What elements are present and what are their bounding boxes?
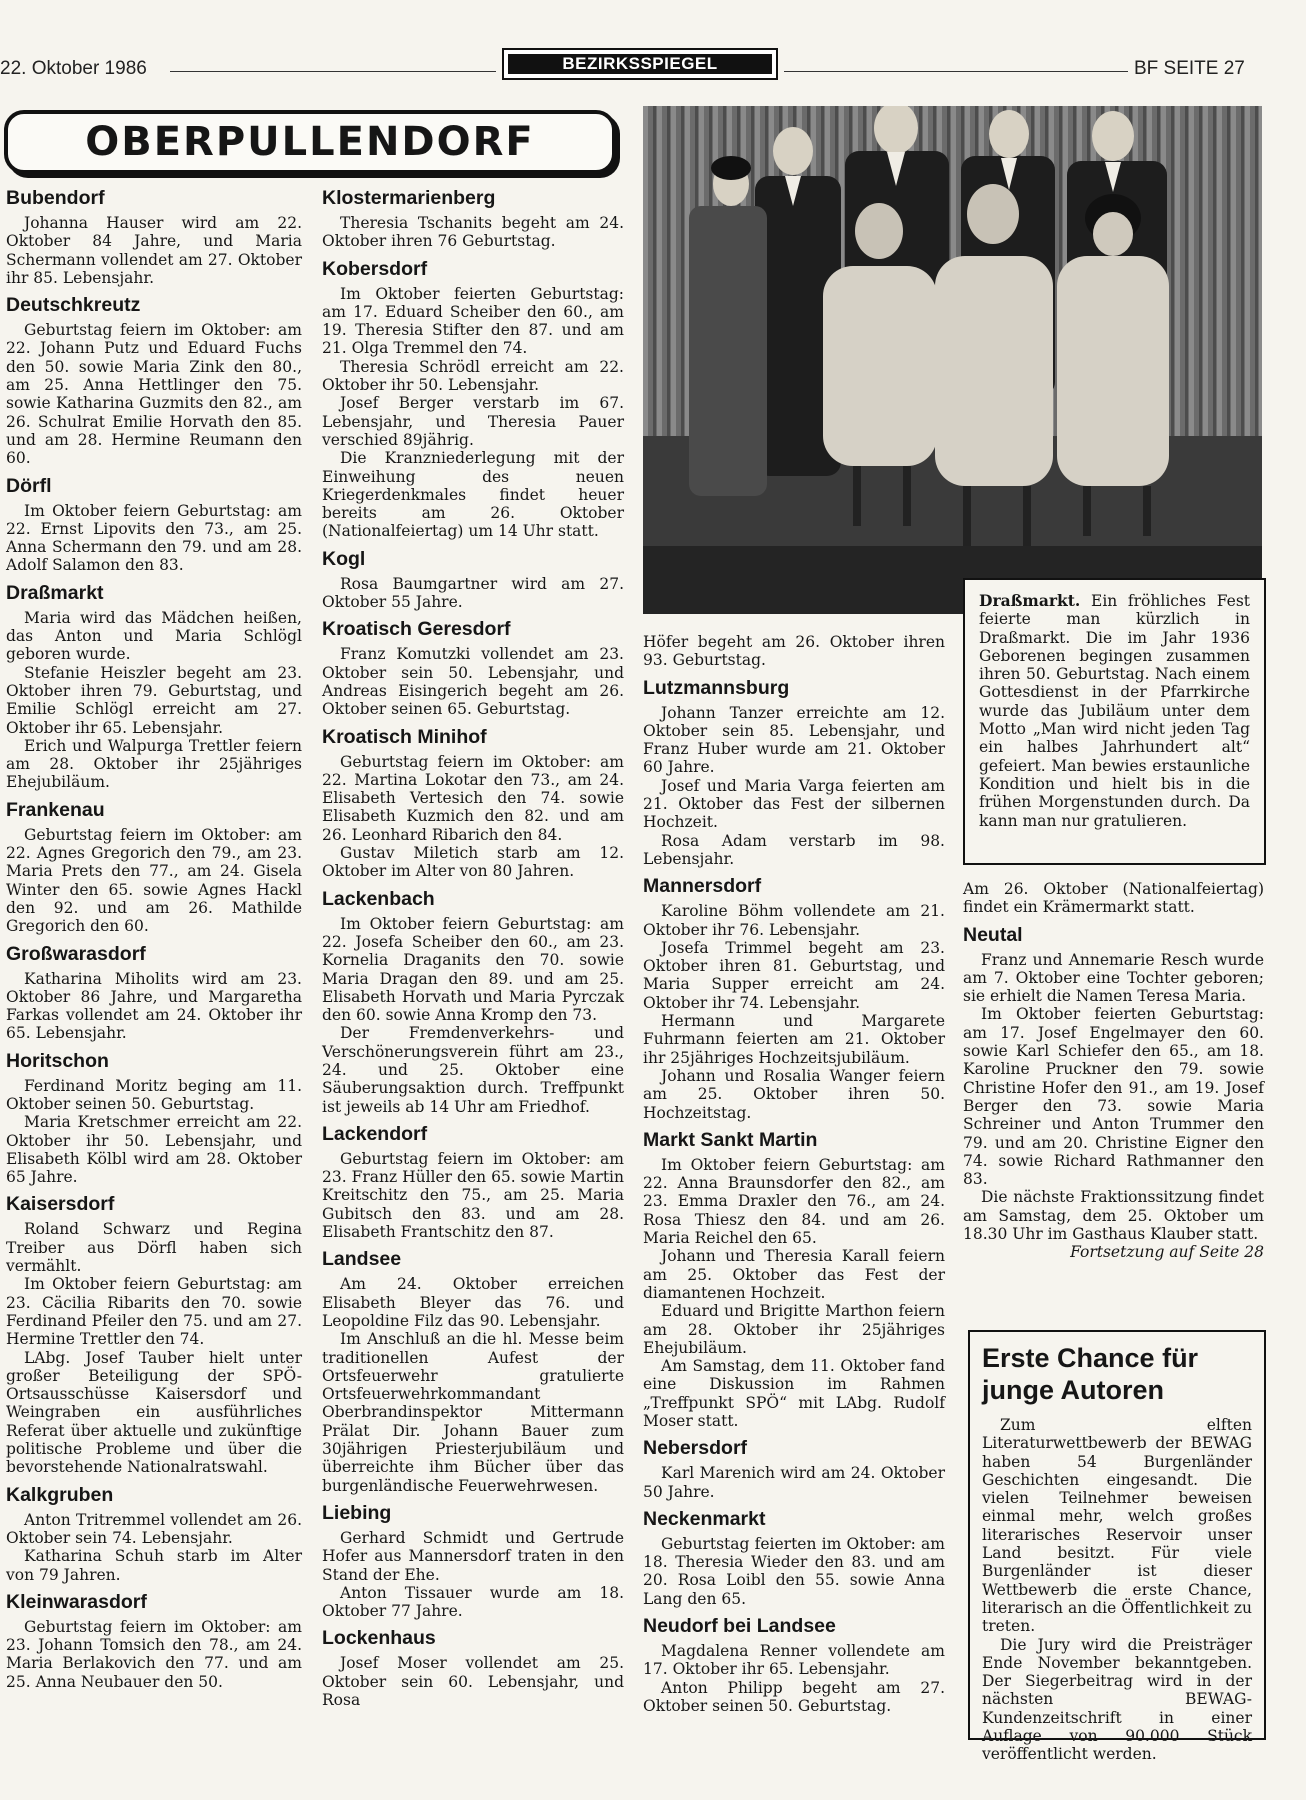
news-paragraph: Gerhard Schmidt und Gertrude Hofer aus Mannersdorf traten in den Stand der Ehe. (322, 1528, 624, 1584)
news-paragraph: Im Oktober feiern Geburtstag: am 22. Josefa Scheiber den 60., am 23. Kornelia Draganits den 70. sowie Maria Dragan den 89. und am 25. Elisabeth Horvath und Maria Pyrczak den 60. sowie Anna Kromp den 73. (322, 914, 624, 1025)
town-heading: Kroatisch Geresdorf (322, 618, 511, 641)
news-paragraph: Rosa Baumgartner wird am 27. Oktober 55 Jahre. (322, 574, 624, 612)
news-paragraph: Die Kranzniederlegung mit der Einweihung des neuen Kriegerdenkmales findet heuer bereits am 26. Oktober (Nationalfeiertag) um 14 Uhr statt. (322, 449, 624, 541)
header-rule-left (170, 71, 496, 72)
town-heading: Draßmarkt (6, 581, 104, 604)
continued-note: Fortsetzung auf Seite 28 (1070, 1243, 1264, 1262)
news-paragraph: Anton Philipp begeht am 27. Oktober seinen 50. Geburtstag. (643, 1678, 945, 1715)
news-paragraph: Im Oktober feierten Geburtstag: am 17. Eduard Scheiber den 60., am 19. Theresia Stifter den 87. und am 21. Olga Tremmel den 74. (322, 284, 624, 358)
news-paragraph: Ferdinand Moritz beging am 11. Oktober seinen 50. Geburtstag. (6, 1076, 302, 1113)
town-heading: Lockenhaus (322, 1627, 436, 1650)
column-4 (963, 880, 1264, 1262)
page-number: BF SEITE 27 (1134, 58, 1245, 79)
news-paragraph: Im Anschluß an die hl. Messe beim traditionellen Aufest der Ortsfeuerwehr gratulierte Ortsfeuerwehrkommandant Oberbrandinspektor Mittermann Prälat Dir. Johann Bauer zum 30jährigen Priesterjubiläum und überreichte ihm Bücher über das burgenländische Feuerwehrwesen. (322, 1330, 624, 1495)
literature-contest-box (968, 1330, 1266, 1764)
town-heading: Kaisersdorf (6, 1193, 115, 1216)
town-heading: Kalkgruben (6, 1483, 114, 1506)
town-heading: Lackenbach (322, 887, 435, 910)
town-heading: Lutzmannsburg (643, 676, 790, 699)
region-banner: OBERPULLENDORF (4, 110, 616, 174)
news-paragraph: Geburtstag feiern im Oktober: am 22. Agnes Gregorich den 79., am 23. Maria Prets den 77., am 24. Gisela Winter den 65. sowie Agnes Hackl den 92. und am 26. Mathilde Gregorich den 60. (6, 825, 302, 936)
caption-lead: Draßmarkt. (979, 591, 1081, 610)
town-heading: Frankenau (6, 798, 105, 821)
news-paragraph: Geburtstag feiern im Oktober: am 22. Martina Lokotar den 73., am 24. Elisabeth Vertesich den 74. sowie Elisabeth Kuzmich den 82. und am 26. Leonhard Ribarich den 84. (322, 752, 624, 844)
town-heading: Kroatisch Minihof (322, 725, 487, 748)
town-heading: Deutschkreutz (6, 294, 141, 317)
photo-caption (963, 578, 1266, 865)
promo-paragraph: Zum elften Literaturwettbewerb der BEWAG haben 54 Burgenländer Geschichten eingesandt. Die vielen Teilnehmer beweisen einmal mehr, welch großes literarisches Reservoir unser Land besitzt. Für viele Burgenländer ist dieser Wettbewerb die erste Chance, literarisch an die Öffentlichkeit zu treten. (982, 1416, 1252, 1636)
news-paragraph: Anton Tritremmel vollendet am 26. Oktober sein 74. Lebensjahr. (6, 1510, 302, 1547)
town-heading: Mannersdorf (643, 875, 762, 898)
town-heading: Dörfl (6, 474, 52, 497)
town-heading: Großwarasdorf (6, 942, 146, 965)
news-paragraph: Im Oktober feierten Geburtstag: am 17. Josef Engelmayer den 60. sowie Karl Schiefer den 65., am 18. Karoline Pruckner den 79. sowie Christine Hofer den 91., am 19. Josef Berger den 73. sowie Maria Schreiner und Anton Trummer den 79. und am 20. Christine Eigner den 74. sowie Richard Rathmanner den 83. (963, 1005, 1264, 1189)
news-paragraph: Im Oktober feiern Geburtstag: am 22. Anna Braunsdorfer den 82., am 23. Emma Draxler den 76., am 24. Rosa Thiesz den 84. und am 26. Maria Reichel den 65. (643, 1155, 945, 1248)
news-paragraph: Erich und Walpurga Trettler feiern am 28. Oktober ihr 25jähriges Ehejubiläum. (6, 736, 302, 792)
news-paragraph: Gustav Miletich starb am 12. Oktober im Alter von 80 Jahren. (322, 844, 624, 881)
news-paragraph: Franz Komutzki vollendet am 23. Oktober sein 50. Lebensjahr, und Andreas Eisingerich begeht am 26. Oktober seinen 65. Geburtstag. (322, 645, 624, 719)
news-paragraph: Franz und Annemarie Resch wurde am 7. Oktober eine Tochter geboren; sie erhielt die Namen Teresa Maria. (963, 950, 1264, 1006)
town-heading: Kleinwarasdorf (6, 1590, 147, 1613)
town-heading: Neckenmarkt (643, 1507, 766, 1530)
town-heading: Nebersdorf (643, 1437, 748, 1460)
news-paragraph: Maria wird das Mädchen heißen, das Anton und Maria Schlögl geboren wurde. (6, 608, 302, 664)
news-paragraph: LAbg. Josef Tauber hielt unter großer Beteiligung der SPÖ-Ortsausschüsse Kaisersdorf und Weingraben ein ausführliches Referat über aktuelle und zukünftige politische Probleme und über die bevorstehende Nationalratswahl. (6, 1348, 302, 1477)
news-paragraph: Am 26. Oktober (Nationalfeiertag) findet ein Krämermarkt statt. (963, 880, 1264, 917)
town-heading: Landsee (322, 1248, 402, 1271)
news-paragraph: Am Samstag, dem 11. Oktober fand eine Diskussion im Rahmen „Treffpunkt SPÖ“ mit LAbg. Rudolf Moser statt. (643, 1357, 945, 1430)
news-paragraph: Im Oktober feiern Geburtstag: am 22. Ernst Lipovits den 73., am 25. Anna Schermann den 79. und am 28. Adolf Salamon den 83. (6, 501, 302, 575)
section-label: BEZIRKSSPIEGEL (502, 48, 778, 80)
news-paragraph: Maria Kretschmer erreicht am 22. Oktober ihr 50. Lebensjahr, und Elisabeth Kölbl wird am 28. Oktober 65 Jahre. (6, 1113, 302, 1187)
news-paragraph: Geburtstag feiern im Oktober: am 23. Franz Hüller den 65. sowie Martin Kreitschitz den 75., am 25. Maria Gubitsch den 83. und am 28. Elisabeth Frantschitz den 87. (322, 1149, 624, 1242)
news-paragraph: Josef und Maria Varga feierten am 21. Oktober das Fest der silbernen Hochzeit. (643, 776, 945, 832)
news-paragraph: Roland Schwarz und Regina Treiber aus Dörfl haben sich vermählt. (6, 1220, 302, 1276)
town-heading: Liebing (322, 1501, 392, 1524)
caption-text: Ein fröhliches Fest feierte man kürzlich in Draßmarkt. Die im Jahr 1936 Geborenen begingen zusammen ihren 50. Geburtstag. Nach einem Gottesdienst in der Pfarrkirche wurde das Jubiläum unter dem Motto „Man wird nicht jeden Tag ein halbes Jahrhundert alt“ gefeiert. Man bewies erstaunliche Kondition und hielt bis in die frühen Morgenstunden durch. Da kann man nur gratulieren. (979, 592, 1250, 830)
column-2 (322, 186, 624, 1709)
town-heading: Lackendorf (322, 1122, 428, 1145)
news-paragraph: Höfer begeht am 26. Oktober ihren 93. Geburtstag. (643, 633, 945, 670)
news-paragraph: Katharina Schuh starb im Alter von 79 Jahren. (6, 1547, 302, 1584)
town-heading: Kobersdorf (322, 257, 428, 280)
news-paragraph: Im Oktober feiern Geburtstag: am 23. Cäcilia Ribarits den 70. sowie Ferdinand Pfeiler den 75. und am 27. Hermine Trettler den 74. (6, 1275, 302, 1349)
news-paragraph: Geburtstag feierten im Oktober: am 18. Theresia Wieder den 83. und am 20. Rosa Loibl den 55. sowie Anna Lang den 65. (643, 1534, 945, 1608)
promo-paragraph: Die Jury wird die Preisträger Ende November bekanntgeben. Der Siegerbeitrag wird in der nächsten BEWAG-Kundenzeitschrift in einer Auflage von 90.000 Stück veröffentlicht werden. (982, 1635, 1252, 1764)
news-paragraph: Karoline Böhm vollendete am 21. Oktober ihr 76. Lebensjahr. (643, 902, 945, 939)
town-heading: Neutal (963, 923, 1023, 946)
town-heading: Horitschon (6, 1049, 109, 1072)
issue-date: 22. Oktober 1986 (0, 58, 147, 79)
promo-title: Erste Chance für junge Autoren (982, 1343, 1199, 1405)
header-rule-right (784, 71, 1128, 72)
news-paragraph: Johann Tanzer erreichte am 12. Oktober sein 85. Lebensjahr, und Franz Huber wurde am 21. Oktober 60 Jahre. (643, 703, 945, 777)
town-heading: Bubendorf (6, 187, 105, 209)
news-paragraph: Johann und Theresia Karall feiern am 25. Oktober das Fest der diamantenen Hochzeit. (643, 1247, 945, 1302)
group-photo (643, 106, 1262, 614)
news-paragraph: Josef Berger verstarb im 67. Lebensjahr, und Theresia Pauer verschied 89jährig. (322, 394, 624, 449)
news-paragraph: Geburtstag feiern im Oktober: am 23. Johann Tomsich den 78., am 24. Maria Berlakovich den 77. und am 25. Anna Neubauer den 50. (6, 1617, 302, 1691)
news-paragraph: Anton Tissauer wurde am 18. Oktober 77 Jahre. (322, 1583, 624, 1621)
town-heading: Klostermarienberg (322, 187, 496, 209)
town-heading: Kogl (322, 547, 366, 570)
news-paragraph: Karl Marenich wird am 24. Oktober 50 Jahre. (643, 1464, 945, 1501)
news-paragraph: Johanna Hauser wird am 22. Oktober 84 Jahre, und Maria Schermann vollendet am 27. Oktober ihr 85. Lebensjahr. (6, 214, 302, 287)
news-paragraph: Eduard und Brigitte Marthon feiern am 28. Oktober ihr 25jähriges Ehejubiläum. (643, 1302, 945, 1357)
news-paragraph: Katharina Miholits wird am 23. Oktober 86 Jahre, und Margaretha Farkas vollendet am 24. Oktober ihr 65. Lebensjahr. (6, 969, 302, 1043)
column-3 (643, 633, 945, 1715)
column-1 (6, 186, 302, 1691)
news-paragraph: Die nächste Fraktionssitzung findet am Samstag, dem 25. Oktober um 18.30 Uhr im Gasthaus Klauber statt. (963, 1188, 1264, 1244)
news-paragraph: Theresia Schrödl erreicht am 22. Oktober ihr 50. Lebensjahr. (322, 357, 624, 395)
news-paragraph: Der Fremdenverkehrs- und Verschönerungsverein führt am 23., 24. und 25. Oktober eine Säuberungsaktion durch. Treffpunkt ist jeweils ab 14 Uhr am Friedhof. (322, 1024, 624, 1116)
news-paragraph: Magdalena Renner vollendete am 17. Oktober ihr 65. Lebensjahr. (643, 1642, 945, 1679)
news-paragraph: Theresia Tschanits begeht am 24. Oktober ihren 76 Geburtstag. (322, 214, 624, 251)
group-photo-illustration (643, 106, 1262, 614)
news-paragraph: Rosa Adam verstarb im 98. Lebensjahr. (643, 831, 945, 868)
news-paragraph: Hermann und Margarete Fuhrmann feierten am 21. Oktober ihr 25jähriges Hochzeitsjubiläum. (643, 1012, 945, 1067)
news-paragraph: Josefa Trimmel begeht am 23. Oktober ihren 81. Geburtstag, und Maria Supper erreicht am 24. Oktober ihr 74. Lebensjahr. (643, 938, 945, 1012)
town-heading: Neudorf bei Landsee (643, 1615, 836, 1638)
news-paragraph: Geburtstag feiern im Oktober: am 22. Johann Putz und Eduard Fuchs den 50. sowie Maria Zink den 80., am 25. Anna Hettlinger den 75. sowie Katharina Guzmits den 82., am 26. Schulrat Emilie Horvath den 85. und am 28. Hermine Reumann den 60. (6, 321, 302, 468)
news-paragraph: Stefanie Heiszler begeht am 23. Oktober ihren 79. Geburtstag, und Emilie Schlögl erreicht am 27. Oktober ihr 65. Lebensjahr. (6, 663, 302, 737)
news-paragraph: Josef Moser vollendet am 25. Oktober sein 60. Lebensjahr, und Rosa (322, 1654, 624, 1709)
news-paragraph: Johann und Rosalia Wanger feiern am 25. Oktober ihren 50. Hochzeitstag. (643, 1066, 945, 1122)
news-paragraph: Am 24. Oktober erreichen Elisabeth Bleyer das 76. und Leopoldine Filz das 90. Lebensjahr. (322, 1275, 624, 1330)
town-heading: Markt Sankt Martin (643, 1128, 818, 1151)
